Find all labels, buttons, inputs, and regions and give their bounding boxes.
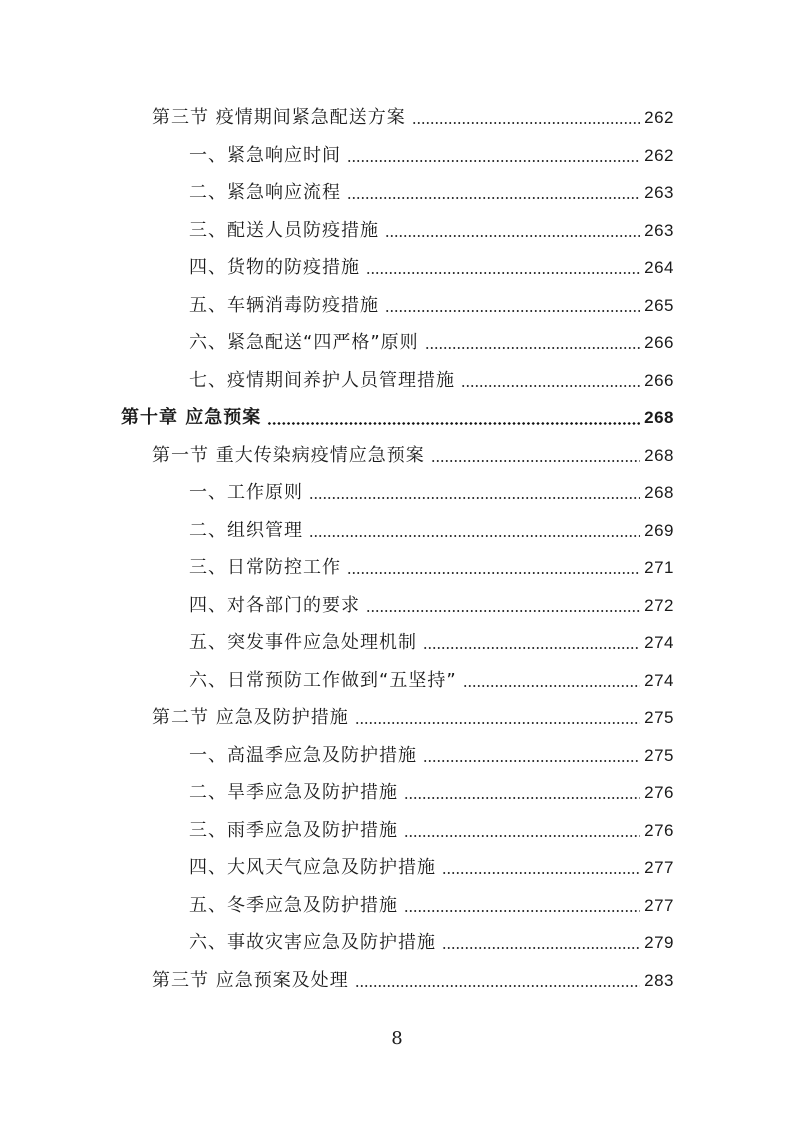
toc-entry-page: 266 [644, 370, 674, 390]
toc-entry-title: 七、疫情期间养护人员管理措施 [189, 369, 455, 391]
toc-entry-line [189, 513, 674, 549]
toc-section-entry[interactable] [0, 100, 794, 136]
toc-item-entry[interactable] [0, 738, 794, 774]
toc-entry-title: 四、对各部门的要求 [189, 594, 360, 616]
toc-entry-line [189, 250, 674, 286]
toc-item-entry[interactable] [0, 625, 794, 661]
toc-dot-leader [347, 197, 640, 199]
toc-entry-line [152, 100, 674, 136]
toc-entry-page: 263 [644, 220, 674, 240]
toc-item-entry[interactable] [0, 775, 794, 811]
toc-entry-page: 274 [644, 633, 674, 652]
toc-entry-title: 五、车辆消毒防疫措施 [189, 294, 379, 316]
toc-entry-line [189, 138, 674, 174]
toc-entry-title: 六、事故灾害应急及防护措施 [189, 932, 436, 953]
toc-dot-leader [355, 985, 640, 987]
toc-item-entry[interactable] [0, 213, 794, 249]
toc-entry-page: 276 [644, 783, 674, 802]
toc-dot-leader [267, 422, 640, 425]
toc-entry-page: 266 [644, 333, 674, 352]
toc-entry-title: 一、紧急响应时间 [189, 144, 341, 166]
toc-item-entry[interactable] [0, 513, 794, 549]
toc-entry-title: 二、旱季应急及防护措施 [189, 782, 398, 803]
toc-entry-title: 第二节 应急及防护措施 [152, 707, 349, 728]
toc-section-entry[interactable] [0, 963, 794, 999]
toc-dot-leader [385, 235, 640, 237]
toc-entry-title: 三、日常防控工作 [189, 557, 341, 578]
toc-entry-line [189, 850, 674, 886]
page-number: 8 [391, 1028, 403, 1049]
toc-dot-leader [366, 272, 640, 274]
toc-item-entry[interactable] [0, 138, 794, 174]
toc-item-entry[interactable] [0, 925, 794, 961]
toc-dot-leader [385, 310, 640, 312]
toc-entry-page: 274 [644, 670, 674, 690]
toc-dot-leader [423, 760, 640, 762]
toc-entry-page: 262 [644, 145, 674, 165]
toc-item-entry[interactable] [0, 250, 794, 286]
toc-entry-title: 第三节 疫情期间紧急配送方案 [152, 107, 406, 128]
toc-item-entry[interactable] [0, 888, 794, 924]
toc-entry-title: 六、紧急配送“四严格”原则 [189, 332, 419, 353]
toc-entry-line [189, 325, 674, 361]
toc-entry-page: 264 [644, 258, 674, 277]
toc-entry-page: 283 [644, 970, 674, 990]
toc-entry-title: 一、高温季应急及防护措施 [189, 744, 417, 766]
toc-item-entry[interactable] [0, 550, 794, 586]
toc-entry-line [189, 925, 674, 961]
toc-dot-leader [412, 122, 640, 124]
toc-entry-page: 275 [644, 708, 674, 727]
toc-entry-line [189, 775, 674, 811]
toc-dot-leader [431, 460, 640, 462]
toc-entry-line [189, 475, 674, 511]
toc-item-entry[interactable] [0, 288, 794, 324]
toc-entry-line [189, 625, 674, 661]
toc-entry-title: 一、工作原则 [189, 482, 303, 503]
toc-entry-title: 四、大风天气应急及防护措施 [189, 857, 436, 878]
toc-entry-line [152, 963, 674, 999]
toc-entry-line [189, 738, 674, 774]
toc-entry-page: 269 [644, 520, 674, 540]
toc-entry-page: 275 [644, 745, 674, 765]
toc-entry-page: 262 [644, 108, 674, 127]
toc-entry-line [189, 663, 674, 699]
toc-section-entry[interactable] [0, 700, 794, 736]
toc-entry-line [189, 213, 674, 249]
toc-item-entry[interactable] [0, 850, 794, 886]
toc-dot-leader [309, 535, 640, 537]
toc-item-entry[interactable] [0, 325, 794, 361]
toc-entry-page: 263 [644, 183, 674, 202]
toc-entry-page: 268 [644, 445, 674, 465]
toc-entry-page: 272 [644, 595, 674, 615]
toc-entry-page: 277 [644, 895, 674, 915]
toc-dot-leader [442, 872, 640, 874]
toc-dot-leader [347, 160, 640, 162]
toc-entry-line [189, 550, 674, 586]
toc-entry-title: 三、雨季应急及防护措施 [189, 819, 398, 841]
toc-dot-leader [463, 685, 640, 687]
toc-dot-leader [404, 910, 640, 912]
toc-entry-page: 268 [644, 408, 674, 427]
toc-entry-line [189, 363, 674, 399]
toc-dot-leader [404, 835, 640, 837]
toc-entry-page: 265 [644, 295, 674, 315]
toc-entry-page: 271 [644, 558, 674, 577]
toc-entry-line [189, 813, 674, 849]
toc-dot-leader [425, 347, 640, 349]
toc-entry-line [189, 888, 674, 924]
toc-chapter-entry[interactable] [0, 400, 794, 436]
toc-dot-leader [442, 947, 640, 949]
toc-entry-title: 五、冬季应急及防护措施 [189, 894, 398, 916]
toc-dot-leader [366, 610, 640, 612]
toc-entry-page: 277 [644, 858, 674, 877]
toc-dot-leader [347, 572, 640, 574]
toc-entry-line [189, 175, 674, 211]
toc-item-entry[interactable] [0, 813, 794, 849]
toc-entry-line [189, 588, 674, 624]
toc-dot-leader [404, 797, 640, 799]
toc-entry-title: 第三节 应急预案及处理 [152, 969, 349, 991]
toc-entry-title: 三、配送人员防疫措施 [189, 219, 379, 241]
toc-entry-title: 五、突发事件应急处理机制 [189, 632, 417, 653]
toc-item-entry[interactable] [0, 475, 794, 511]
toc-entry-line [152, 438, 674, 474]
toc-entry-page: 276 [644, 820, 674, 840]
toc-entry-line [152, 700, 674, 736]
toc-entry-page: 279 [644, 933, 674, 952]
toc-entry-title: 第十章 应急预案 [121, 407, 262, 428]
toc-dot-leader [461, 385, 640, 387]
toc-entry-title: 四、货物的防疫措施 [189, 257, 360, 278]
toc-entry-line [189, 288, 674, 324]
toc-entry-line [121, 400, 674, 436]
toc-item-entry[interactable] [0, 175, 794, 211]
toc-entry-title: 二、紧急响应流程 [189, 182, 341, 203]
toc-dot-leader [423, 647, 640, 649]
toc-dot-leader [355, 722, 640, 724]
toc-item-entry[interactable] [0, 363, 794, 399]
toc-section-entry[interactable] [0, 438, 794, 474]
toc-item-entry[interactable] [0, 588, 794, 624]
toc-item-entry[interactable] [0, 663, 794, 699]
toc-entry-title: 六、日常预防工作做到“五坚持” [189, 669, 457, 691]
toc-dot-leader [309, 497, 640, 499]
toc-entry-title: 二、组织管理 [189, 519, 303, 541]
toc-entry-title: 第一节 重大传染病疫情应急预案 [152, 444, 425, 466]
toc-entry-page: 268 [644, 483, 674, 502]
